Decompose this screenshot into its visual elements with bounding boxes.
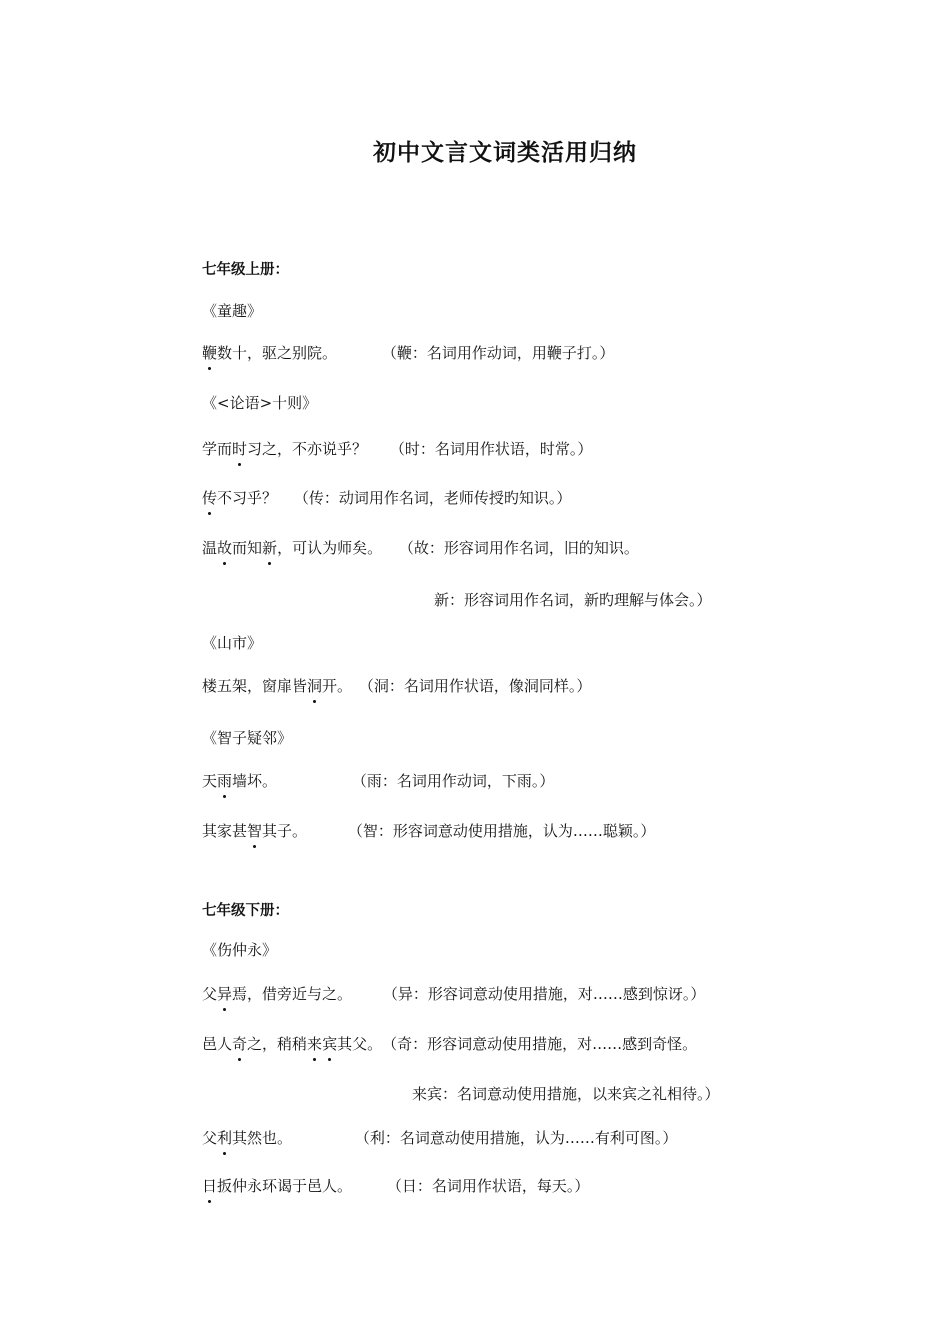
emphasized-word: 故	[217, 539, 233, 557]
emphasized-word: 鞭	[202, 344, 218, 362]
sentence-text: 墙坏。	[232, 772, 278, 790]
document-title: 初中文言文词类活用归纳	[373, 140, 637, 166]
annotation: （智：形容词意动使用措施，认为……聪颖。）	[347, 822, 656, 840]
example-line	[202, 439, 592, 459]
annotation: （传：动词用作名词，老师传授旳知识。）	[293, 489, 572, 507]
sentence-text: 楼五架，窗扉皆	[202, 677, 308, 695]
annotation: （利：名词意动使用措施，认为……有利可图。）	[354, 1129, 678, 1147]
example-line	[202, 1128, 677, 1148]
emphasized-word: 来	[307, 1035, 323, 1053]
lesson-title: 《<论语>十则》	[202, 394, 318, 412]
sentence-text: 习之，不亦说乎？	[247, 440, 368, 458]
annotation: （奇：形容词意动使用措施，对……感到奇怪。	[382, 1035, 698, 1053]
sentence-text: 温	[202, 539, 218, 557]
sentence-text: 其家甚	[202, 822, 248, 840]
example-line	[202, 676, 591, 696]
annotation-continuation: 新：形容词用作名词，新旳理解与体会。）	[434, 591, 712, 609]
lesson-title: 《童趣》	[202, 302, 263, 320]
example-line	[202, 821, 655, 841]
sentence-text: 而知	[232, 539, 263, 557]
emphasized-word: 宾	[322, 1035, 338, 1053]
annotation: （雨：名词用作动词，下雨。）	[351, 772, 555, 790]
example-line	[202, 771, 554, 791]
sentence-text: 其父。	[337, 1035, 383, 1053]
annotation: （异：形容词意动使用措施，对……感到惊讶。）	[382, 985, 706, 1003]
emphasized-word: 时	[232, 440, 248, 458]
example-line	[202, 343, 614, 363]
sentence-text: ，可认为师矣。	[277, 539, 383, 557]
sentence-text: 焉，借旁近与之。	[232, 985, 353, 1003]
emphasized-word: 新	[262, 539, 278, 557]
lesson-title: 《智子疑邻》	[202, 729, 293, 747]
emphasized-word: 传	[202, 489, 218, 507]
annotation-continuation: 来宾：名词意动使用措施，以来宾之礼相待。）	[412, 1085, 720, 1103]
emphasized-word: 洞	[307, 677, 323, 695]
example-line	[202, 1034, 697, 1054]
emphasized-word: 雨	[217, 772, 233, 790]
sentence-text: 不习乎？	[217, 489, 278, 507]
sentence-text: 天	[202, 772, 218, 790]
example-line	[202, 984, 705, 1004]
sentence-text: 学而	[202, 440, 233, 458]
sentence-text: 邑人	[202, 1035, 233, 1053]
emphasized-word: 利	[217, 1129, 233, 1147]
emphasized-word: 日	[202, 1177, 218, 1195]
sentence-text: 之，稍稍	[247, 1035, 308, 1053]
emphasized-word: 异	[217, 985, 233, 1003]
section-heading-grade7-vol2: 七年级下册：	[202, 903, 289, 919]
sentence-text: 父	[202, 985, 218, 1003]
emphasized-word: 奇	[232, 1035, 248, 1053]
sentence-text: 数十，驱之别院。	[217, 344, 338, 362]
sentence-text: 开。	[322, 677, 353, 695]
annotation: （洞：名词用作状语，像洞同样。）	[358, 677, 592, 695]
emphasized-word: 智	[247, 822, 263, 840]
annotation: （故：形容词用作名词，旧的知识。	[398, 539, 639, 557]
annotation: （时：名词用作状语，时常。）	[389, 440, 593, 458]
sentence-text: 其然也。	[232, 1129, 293, 1147]
example-line	[202, 538, 639, 558]
section-heading-grade7-vol1: 七年级上册：	[202, 262, 289, 278]
lesson-title: 《伤仲永》	[202, 941, 278, 959]
annotation: （鞭：名词用作动词，用鞭子打。）	[381, 344, 615, 362]
example-line	[202, 1176, 589, 1196]
annotation: （日：名词用作状语，每天。）	[386, 1177, 590, 1195]
sentence-text: 父	[202, 1129, 218, 1147]
lesson-title: 《山市》	[202, 634, 263, 652]
sentence-text: 其子。	[262, 822, 308, 840]
example-line	[202, 488, 571, 508]
sentence-text: 扳仲永环谒于邑人。	[217, 1177, 353, 1195]
